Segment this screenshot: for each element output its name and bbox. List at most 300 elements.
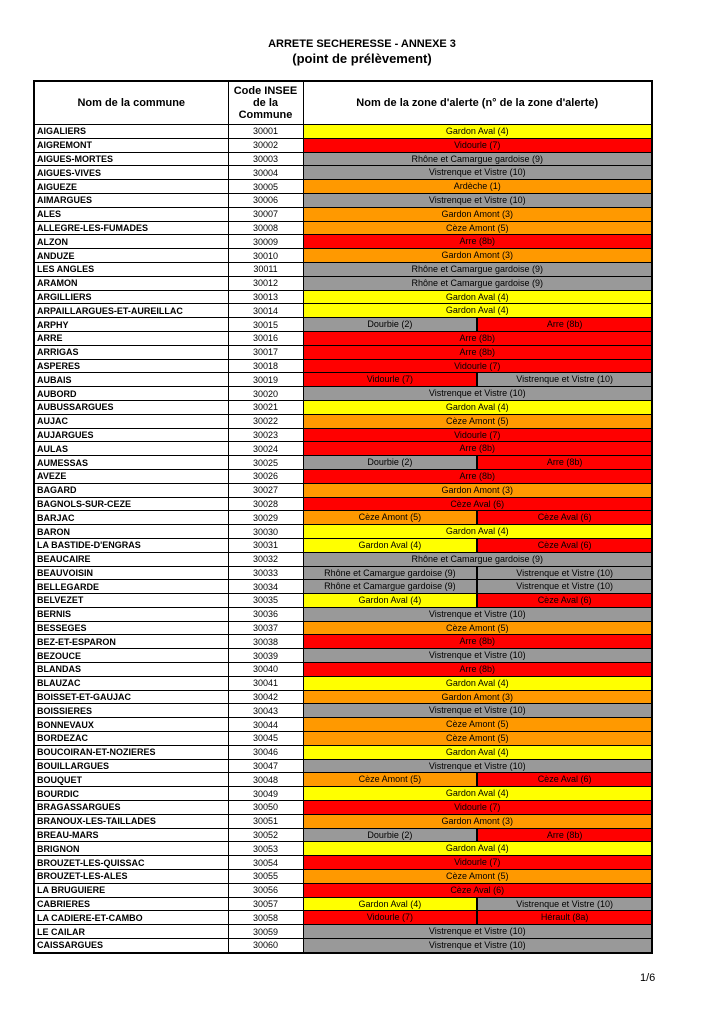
alert-zone-cell bbox=[303, 538, 652, 552]
alert-zone-cell bbox=[303, 304, 652, 318]
alert-zone-cell bbox=[303, 911, 652, 925]
commune-name: BRIGNON bbox=[34, 842, 228, 856]
alert-zone-cell bbox=[303, 138, 652, 152]
alert-zone: Arre (8b) bbox=[304, 346, 652, 359]
table-row bbox=[34, 221, 652, 235]
commune-name: BEZOUCE bbox=[34, 649, 228, 663]
alert-zone-cell bbox=[303, 483, 652, 497]
alert-zone-cell bbox=[303, 566, 652, 580]
insee-code: 30043 bbox=[228, 704, 303, 718]
table-row bbox=[34, 525, 652, 539]
alert-zone-cell bbox=[303, 718, 652, 732]
table-row bbox=[34, 497, 652, 511]
alert-zone-cell bbox=[303, 580, 652, 594]
insee-code: 30045 bbox=[228, 732, 303, 746]
alert-zone-cell bbox=[303, 373, 652, 387]
commune-name: AUBUSSARGUES bbox=[34, 400, 228, 414]
table-row bbox=[34, 773, 652, 787]
alert-zone: Rhône et Camargue gardoise (9) bbox=[304, 153, 652, 166]
alert-zone-cell bbox=[303, 428, 652, 442]
commune-name: AIGALIERS bbox=[34, 125, 228, 139]
insee-code: 30029 bbox=[228, 511, 303, 525]
insee-code: 30056 bbox=[228, 883, 303, 897]
alert-zone: Arre (8b) bbox=[304, 663, 652, 676]
alert-zone: Vidourle (7) bbox=[304, 801, 652, 814]
alert-zone-cell bbox=[303, 359, 652, 373]
commune-name: BEZ-ET-ESPARON bbox=[34, 635, 228, 649]
commune-name: CABRIERES bbox=[34, 897, 228, 911]
alert-zone: Vistrenque et Vistre (10) bbox=[476, 580, 651, 593]
table-row bbox=[34, 732, 652, 746]
commune-name: ARPHY bbox=[34, 318, 228, 332]
table-row bbox=[34, 331, 652, 345]
insee-code: 30012 bbox=[228, 276, 303, 290]
alert-zone: Cèze Aval (6) bbox=[476, 511, 651, 524]
alert-zone: Rhône et Camargue gardoise (9) bbox=[304, 567, 477, 580]
alert-zone: Gardon Aval (4) bbox=[304, 539, 477, 552]
alert-zone-cell bbox=[303, 856, 652, 870]
table-row bbox=[34, 704, 652, 718]
insee-code: 30036 bbox=[228, 607, 303, 621]
commune-name: AVEZE bbox=[34, 469, 228, 483]
alert-zone-cell bbox=[303, 594, 652, 608]
table-row bbox=[34, 414, 652, 428]
table-row bbox=[34, 939, 652, 953]
commune-name: ALLEGRE-LES-FUMADES bbox=[34, 221, 228, 235]
commune-name: AUJARGUES bbox=[34, 428, 228, 442]
alert-zone: Arre (8b) bbox=[304, 235, 652, 248]
commune-name: AIGUES-VIVES bbox=[34, 166, 228, 180]
table-row bbox=[34, 511, 652, 525]
commune-name: BELLEGARDE bbox=[34, 580, 228, 594]
alert-zone-cell bbox=[303, 180, 652, 194]
commune-table bbox=[33, 80, 653, 954]
alert-zone-cell bbox=[303, 552, 652, 566]
table-row bbox=[34, 759, 652, 773]
insee-code: 30058 bbox=[228, 911, 303, 925]
alert-zone-cell bbox=[303, 511, 652, 525]
table-row bbox=[34, 856, 652, 870]
alert-zone-cell bbox=[303, 939, 652, 953]
commune-name: BREAU-MARS bbox=[34, 828, 228, 842]
commune-name: AUMESSAS bbox=[34, 456, 228, 470]
commune-name: LA CADIERE-ET-CAMBO bbox=[34, 911, 228, 925]
insee-code: 30037 bbox=[228, 621, 303, 635]
alert-zone-cell bbox=[303, 883, 652, 897]
alert-zone: Vistrenque et Vistre (10) bbox=[304, 194, 652, 207]
table-row bbox=[34, 152, 652, 166]
alert-zone-cell bbox=[303, 331, 652, 345]
alert-zone-cell bbox=[303, 732, 652, 746]
table-row bbox=[34, 676, 652, 690]
alert-zone-cell bbox=[303, 787, 652, 801]
alert-zone: Vistrenque et Vistre (10) bbox=[304, 608, 652, 621]
insee-code: 30032 bbox=[228, 552, 303, 566]
commune-name: ARPAILLARGUES-ET-AUREILLAC bbox=[34, 304, 228, 318]
table-row bbox=[34, 290, 652, 304]
table-row bbox=[34, 442, 652, 456]
table-row bbox=[34, 552, 652, 566]
insee-code: 30008 bbox=[228, 221, 303, 235]
commune-name: BAGARD bbox=[34, 483, 228, 497]
table-row bbox=[34, 318, 652, 332]
alert-zone-cell bbox=[303, 207, 652, 221]
insee-code: 30028 bbox=[228, 497, 303, 511]
table-row bbox=[34, 911, 652, 925]
alert-zone: Vistrenque et Vistre (10) bbox=[304, 939, 652, 952]
alert-zone: Cèze Amont (5) bbox=[304, 622, 652, 635]
table-row bbox=[34, 235, 652, 249]
commune-name: LES ANGLES bbox=[34, 262, 228, 276]
alert-zone-cell bbox=[303, 387, 652, 401]
table-row bbox=[34, 621, 652, 635]
insee-code: 30035 bbox=[228, 594, 303, 608]
insee-code: 30046 bbox=[228, 745, 303, 759]
alert-zone: Gardon Aval (4) bbox=[304, 291, 652, 304]
alert-zone-cell bbox=[303, 276, 652, 290]
insee-code: 30044 bbox=[228, 718, 303, 732]
commune-name: LE CAILAR bbox=[34, 925, 228, 939]
alert-zone: Gardon Aval (4) bbox=[304, 677, 652, 690]
insee-code: 30055 bbox=[228, 870, 303, 884]
alert-zone-cell bbox=[303, 525, 652, 539]
table-row bbox=[34, 870, 652, 884]
alert-zone: Gardon Aval (4) bbox=[304, 787, 652, 800]
table-row bbox=[34, 483, 652, 497]
alert-zone-cell bbox=[303, 497, 652, 511]
insee-code: 30018 bbox=[228, 359, 303, 373]
table-row bbox=[34, 663, 652, 677]
insee-code: 30049 bbox=[228, 787, 303, 801]
table-row bbox=[34, 304, 652, 318]
insee-code: 30020 bbox=[228, 387, 303, 401]
insee-code: 30013 bbox=[228, 290, 303, 304]
commune-name: BROUZET-LES-ALES bbox=[34, 870, 228, 884]
header-commune: Nom de la commune bbox=[34, 81, 228, 125]
table-row bbox=[34, 359, 652, 373]
alert-zone-cell bbox=[303, 773, 652, 787]
commune-name: AUBORD bbox=[34, 387, 228, 401]
insee-code: 30007 bbox=[228, 207, 303, 221]
commune-name: ASPERES bbox=[34, 359, 228, 373]
table-row bbox=[34, 635, 652, 649]
alert-zone: Cèze Amont (5) bbox=[304, 718, 652, 731]
commune-name: BRAGASSARGUES bbox=[34, 801, 228, 815]
alert-zone: Vistrenque et Vistre (10) bbox=[304, 704, 652, 717]
table-row bbox=[34, 897, 652, 911]
commune-name: ARAMON bbox=[34, 276, 228, 290]
table-row bbox=[34, 814, 652, 828]
commune-name: BARJAC bbox=[34, 511, 228, 525]
alert-zone: Arre (8b) bbox=[304, 635, 652, 648]
alert-zone: Vidourle (7) bbox=[304, 360, 652, 373]
alert-zone: Arre (8b) bbox=[304, 332, 652, 345]
alert-zone-cell bbox=[303, 814, 652, 828]
table-row bbox=[34, 456, 652, 470]
insee-code: 30038 bbox=[228, 635, 303, 649]
alert-zone: Rhône et Camargue gardoise (9) bbox=[304, 277, 652, 290]
commune-name: ANDUZE bbox=[34, 249, 228, 263]
insee-code: 30053 bbox=[228, 842, 303, 856]
insee-code: 30006 bbox=[228, 193, 303, 207]
alert-zone: Vidourle (7) bbox=[304, 911, 477, 924]
commune-name: ARGILLIERS bbox=[34, 290, 228, 304]
insee-code: 30060 bbox=[228, 939, 303, 953]
insee-code: 30047 bbox=[228, 759, 303, 773]
commune-name: BORDEZAC bbox=[34, 732, 228, 746]
table-row bbox=[34, 649, 652, 663]
alert-zone: Vistrenque et Vistre (10) bbox=[476, 373, 651, 386]
insee-code: 30005 bbox=[228, 180, 303, 194]
alert-zone: Rhône et Camargue gardoise (9) bbox=[304, 580, 477, 593]
alert-zone: Rhône et Camargue gardoise (9) bbox=[304, 263, 652, 276]
alert-zone-cell bbox=[303, 166, 652, 180]
table-row bbox=[34, 193, 652, 207]
table-body bbox=[34, 125, 652, 953]
commune-name: ARRIGAS bbox=[34, 345, 228, 359]
alert-zone-cell bbox=[303, 649, 652, 663]
alert-zone: Gardon Amont (3) bbox=[304, 484, 652, 497]
insee-code: 30011 bbox=[228, 262, 303, 276]
table-row bbox=[34, 580, 652, 594]
insee-code: 30054 bbox=[228, 856, 303, 870]
alert-zone: Gardon Aval (4) bbox=[304, 898, 477, 911]
commune-name: LA BASTIDE-D'ENGRAS bbox=[34, 538, 228, 552]
commune-name: CAISSARGUES bbox=[34, 939, 228, 953]
commune-name: AIGREMONT bbox=[34, 138, 228, 152]
commune-name: ARRE bbox=[34, 331, 228, 345]
alert-zone-cell bbox=[303, 635, 652, 649]
alert-zone: Vidourle (7) bbox=[304, 856, 652, 869]
insee-code: 30034 bbox=[228, 580, 303, 594]
table-row bbox=[34, 566, 652, 580]
alert-zone-cell bbox=[303, 607, 652, 621]
alert-zone: Arre (8b) bbox=[476, 456, 651, 469]
alert-zone: Hérault (8a) bbox=[476, 911, 651, 924]
alert-zone-cell bbox=[303, 897, 652, 911]
table-row bbox=[34, 125, 652, 139]
alert-zone: Dourbie (2) bbox=[304, 318, 477, 331]
insee-code: 30015 bbox=[228, 318, 303, 332]
table-row bbox=[34, 469, 652, 483]
table-row bbox=[34, 801, 652, 815]
table-row bbox=[34, 249, 652, 263]
insee-code: 30010 bbox=[228, 249, 303, 263]
commune-name: AIMARGUES bbox=[34, 193, 228, 207]
alert-zone-cell bbox=[303, 621, 652, 635]
commune-name: BOISSET-ET-GAUJAC bbox=[34, 690, 228, 704]
table-row bbox=[34, 842, 652, 856]
insee-code: 30004 bbox=[228, 166, 303, 180]
insee-code: 30016 bbox=[228, 331, 303, 345]
insee-code: 30040 bbox=[228, 663, 303, 677]
alert-zone: Arre (8b) bbox=[476, 829, 651, 842]
alert-zone-cell bbox=[303, 235, 652, 249]
alert-zone: Arre (8b) bbox=[476, 318, 651, 331]
commune-name: BOUILLARGUES bbox=[34, 759, 228, 773]
alert-zone-cell bbox=[303, 870, 652, 884]
alert-zone-cell bbox=[303, 290, 652, 304]
alert-zone-cell bbox=[303, 262, 652, 276]
commune-name: AUJAC bbox=[34, 414, 228, 428]
commune-name: BONNEVAUX bbox=[34, 718, 228, 732]
table-row bbox=[34, 428, 652, 442]
document-title: ARRETE SECHERESSE - ANNEXE 3 bbox=[268, 38, 456, 50]
alert-zone: Arre (8b) bbox=[304, 470, 652, 483]
alert-zone-cell bbox=[303, 193, 652, 207]
table-row bbox=[34, 138, 652, 152]
alert-zone: Vistrenque et Vistre (10) bbox=[476, 567, 651, 580]
commune-name: AIGUES-MORTES bbox=[34, 152, 228, 166]
commune-name: BRANOUX-LES-TAILLADES bbox=[34, 814, 228, 828]
table-row bbox=[34, 373, 652, 387]
alert-zone: Gardon Aval (4) bbox=[304, 746, 652, 759]
alert-zone: Gardon Aval (4) bbox=[304, 125, 652, 138]
insee-code: 30042 bbox=[228, 690, 303, 704]
alert-zone: Cèze Amont (5) bbox=[304, 773, 477, 786]
alert-zone-cell bbox=[303, 125, 652, 139]
insee-code: 30014 bbox=[228, 304, 303, 318]
commune-name: BLANDAS bbox=[34, 663, 228, 677]
commune-name: AUBAIS bbox=[34, 373, 228, 387]
alert-zone: Dourbie (2) bbox=[304, 456, 477, 469]
table-row bbox=[34, 925, 652, 939]
alert-zone-cell bbox=[303, 414, 652, 428]
insee-code: 30026 bbox=[228, 469, 303, 483]
table-row bbox=[34, 166, 652, 180]
alert-zone: Gardon Amont (3) bbox=[304, 249, 652, 262]
alert-zone: Cèze Amont (5) bbox=[304, 415, 652, 428]
commune-name: BLAUZAC bbox=[34, 676, 228, 690]
table-row bbox=[34, 718, 652, 732]
insee-code: 30030 bbox=[228, 525, 303, 539]
alert-zone-cell bbox=[303, 456, 652, 470]
alert-zone-cell bbox=[303, 221, 652, 235]
alert-zone-cell bbox=[303, 469, 652, 483]
alert-zone: Vistrenque et Vistre (10) bbox=[304, 760, 652, 773]
alert-zone: Arre (8b) bbox=[304, 442, 652, 455]
alert-zone: Vistrenque et Vistre (10) bbox=[304, 166, 652, 179]
table-row bbox=[34, 387, 652, 401]
insee-code: 30002 bbox=[228, 138, 303, 152]
table-row bbox=[34, 607, 652, 621]
alert-zone: Vidourle (7) bbox=[304, 429, 652, 442]
table-row bbox=[34, 828, 652, 842]
alert-zone-cell bbox=[303, 345, 652, 359]
commune-name: LA BRUGUIERE bbox=[34, 883, 228, 897]
table-row bbox=[34, 276, 652, 290]
table-row bbox=[34, 594, 652, 608]
alert-zone: Gardon Amont (3) bbox=[304, 691, 652, 704]
commune-name: AIGUEZE bbox=[34, 180, 228, 194]
table-row bbox=[34, 400, 652, 414]
insee-code: 30024 bbox=[228, 442, 303, 456]
alert-zone: Vistrenque et Vistre (10) bbox=[304, 925, 652, 938]
insee-code: 30041 bbox=[228, 676, 303, 690]
document-subtitle: (point de prélèvement) bbox=[292, 51, 432, 66]
table-row bbox=[34, 345, 652, 359]
alert-zone-cell bbox=[303, 690, 652, 704]
alert-zone-cell bbox=[303, 842, 652, 856]
alert-zone: Cèze Aval (6) bbox=[304, 884, 652, 897]
insee-code: 30039 bbox=[228, 649, 303, 663]
alert-zone: Cèze Amont (5) bbox=[304, 222, 652, 235]
alert-zone-cell bbox=[303, 152, 652, 166]
page-number: 1/6 bbox=[640, 972, 656, 984]
alert-zone: Cèze Aval (6) bbox=[476, 773, 651, 786]
commune-name: BOISSIERES bbox=[34, 704, 228, 718]
header-code: Code INSEE de la Commune bbox=[228, 81, 303, 125]
alert-zone-cell bbox=[303, 663, 652, 677]
commune-name: BOUQUET bbox=[34, 773, 228, 787]
alert-zone-cell bbox=[303, 400, 652, 414]
alert-zone: Gardon Aval (4) bbox=[304, 401, 652, 414]
insee-code: 30052 bbox=[228, 828, 303, 842]
alert-zone: Cèze Amont (5) bbox=[304, 511, 477, 524]
insee-code: 30022 bbox=[228, 414, 303, 428]
alert-zone: Gardon Aval (4) bbox=[304, 304, 652, 317]
header-zone: Nom de la zone d'alerte (n° de la zone d'alerte) bbox=[303, 81, 652, 125]
alert-zone: Dourbie (2) bbox=[304, 829, 477, 842]
table-row bbox=[34, 690, 652, 704]
commune-name: BOURDIC bbox=[34, 787, 228, 801]
alert-zone-cell bbox=[303, 759, 652, 773]
alert-zone: Vidourle (7) bbox=[304, 373, 477, 386]
alert-zone: Gardon Amont (3) bbox=[304, 208, 652, 221]
alert-zone: Gardon Amont (3) bbox=[304, 815, 652, 828]
commune-name: BEAUCAIRE bbox=[34, 552, 228, 566]
commune-name: BESSEGES bbox=[34, 621, 228, 635]
alert-zone: Vistrenque et Vistre (10) bbox=[476, 898, 651, 911]
table-row bbox=[34, 787, 652, 801]
table-row bbox=[34, 207, 652, 221]
commune-name: BELVEZET bbox=[34, 594, 228, 608]
commune-name: BROUZET-LES-QUISSAC bbox=[34, 856, 228, 870]
commune-name: BARON bbox=[34, 525, 228, 539]
table-row bbox=[34, 262, 652, 276]
alert-zone: Ardèche (1) bbox=[304, 180, 652, 193]
alert-zone: Vistrenque et Vistre (10) bbox=[304, 649, 652, 662]
alert-zone-cell bbox=[303, 318, 652, 332]
alert-zone-cell bbox=[303, 442, 652, 456]
table-row bbox=[34, 538, 652, 552]
insee-code: 30019 bbox=[228, 373, 303, 387]
insee-code: 30021 bbox=[228, 400, 303, 414]
commune-name: AULAS bbox=[34, 442, 228, 456]
alert-zone-cell bbox=[303, 676, 652, 690]
insee-code: 30003 bbox=[228, 152, 303, 166]
alert-zone: Vidourle (7) bbox=[304, 139, 652, 152]
alert-zone-cell bbox=[303, 801, 652, 815]
commune-name: BEAUVOISIN bbox=[34, 566, 228, 580]
insee-code: 30031 bbox=[228, 538, 303, 552]
table-row bbox=[34, 180, 652, 194]
commune-name: BOUCOIRAN-ET-NOZIERES bbox=[34, 745, 228, 759]
alert-zone: Vistrenque et Vistre (10) bbox=[304, 387, 652, 400]
insee-code: 30009 bbox=[228, 235, 303, 249]
alert-zone: Cèze Amont (5) bbox=[304, 870, 652, 883]
insee-code: 30001 bbox=[228, 125, 303, 139]
insee-code: 30050 bbox=[228, 801, 303, 815]
table-row bbox=[34, 745, 652, 759]
alert-zone: Cèze Aval (6) bbox=[304, 498, 652, 511]
alert-zone-cell bbox=[303, 828, 652, 842]
insee-code: 30051 bbox=[228, 814, 303, 828]
alert-zone-cell bbox=[303, 704, 652, 718]
table-row bbox=[34, 883, 652, 897]
insee-code: 30033 bbox=[228, 566, 303, 580]
alert-zone: Cèze Amont (5) bbox=[304, 732, 652, 745]
